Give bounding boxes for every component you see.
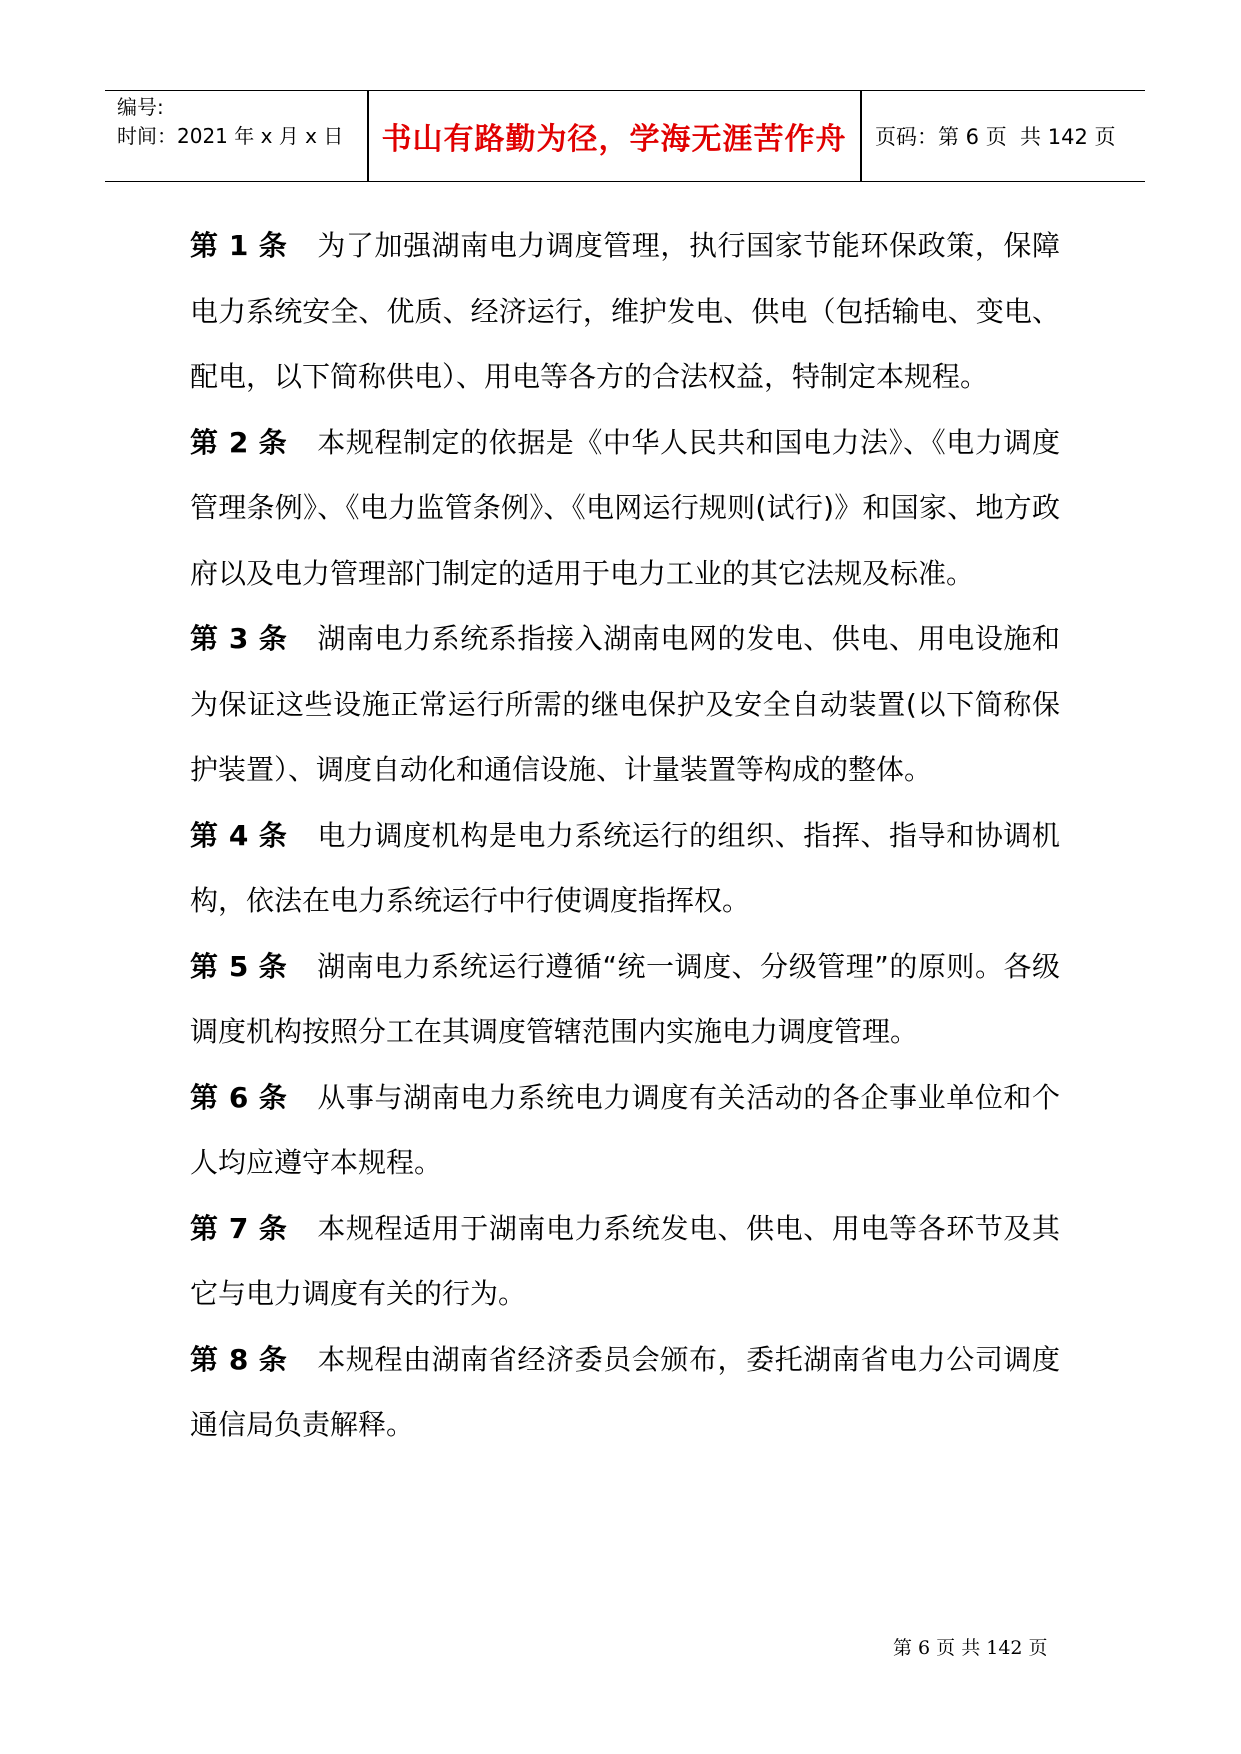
page-footer: 第 6 页 共 142 页 [893, 1637, 1048, 1659]
serial-number-label: 编号: [117, 95, 164, 119]
article-1 [190, 213, 1060, 410]
time-label: 时间：2021 年 x 月 x 日 [117, 124, 344, 148]
article-8 [190, 1327, 1060, 1458]
article-6 [190, 1065, 1060, 1196]
article-label: 第 3 条 [190, 622, 288, 655]
article-label: 第 5 条 [190, 949, 288, 983]
article-text: 本规程制定的依据是《中华人民共和国电力法》、《电力调度管理条例》、《电力监管条例》、《电网运行规则(试行)》和国家、地方政府以及电力管理部门制定的适用于电力工业的其它法规及标准。 [190, 425, 1060, 590]
article-list [190, 213, 1060, 1458]
article-3 [190, 606, 1060, 803]
article-label: 第 2 条 [190, 425, 288, 459]
article-text: 本规程适用于湖南电力系统发电、供电、用电等各环节及其它与电力调度有关的行为。 [190, 1211, 1060, 1310]
article-label: 第 7 条 [190, 1211, 288, 1245]
article-label: 第 8 条 [190, 1342, 288, 1376]
article-text: 从事与湖南电力系统电力调度有关活动的各企事业单位和个人均应遵守本规程。 [190, 1080, 1060, 1179]
article-label: 第 4 条 [190, 818, 288, 852]
article-label: 第 6 条 [190, 1080, 288, 1114]
article-text: 湖南电力系统系指接入湖南电网的发电、供电、用电设施和为保证这些设施正常运行所需的继电保护及安全自动装置(以下简称保护装置）、调度自动化和通信设施、计量装置等构成的整体。 [190, 622, 1060, 786]
header-page-info: 页码：第 6 页 共 142 页 [875, 125, 1116, 149]
header-meta [117, 93, 343, 151]
page-header [105, 90, 1145, 182]
article-2 [190, 410, 1060, 607]
article-5 [190, 934, 1060, 1065]
article-text: 本规程由湖南省经济委员会颁布，委托湖南省电力公司调度通信局负责解释。 [190, 1342, 1060, 1441]
article-7 [190, 1196, 1060, 1327]
article-4 [190, 803, 1060, 934]
header-motto: 书山有路勤为径，学海无涯苦作舟 [381, 122, 847, 157]
article-text: 电力调度机构是电力系统运行的组织、指挥、指导和协调机构，依法在电力系统运行中行使调度指挥权。 [190, 818, 1060, 917]
header-divider [860, 91, 862, 181]
article-text: 湖南电力系统运行遵循“统一调度、分级管理”的原则。各级调度机构按照分工在其调度管辖范围内实施电力调度管理。 [190, 949, 1061, 1048]
article-label: 第 1 条 [190, 229, 288, 262]
article-text: 为了加强湖南电力调度管理，执行国家节能环保政策，保障电力系统安全、优质、经济运行，维护发电、供电（包括输电、变电、配电，以下简称供电）、用电等各方的合法权益，特制定本规程。 [190, 229, 1060, 393]
